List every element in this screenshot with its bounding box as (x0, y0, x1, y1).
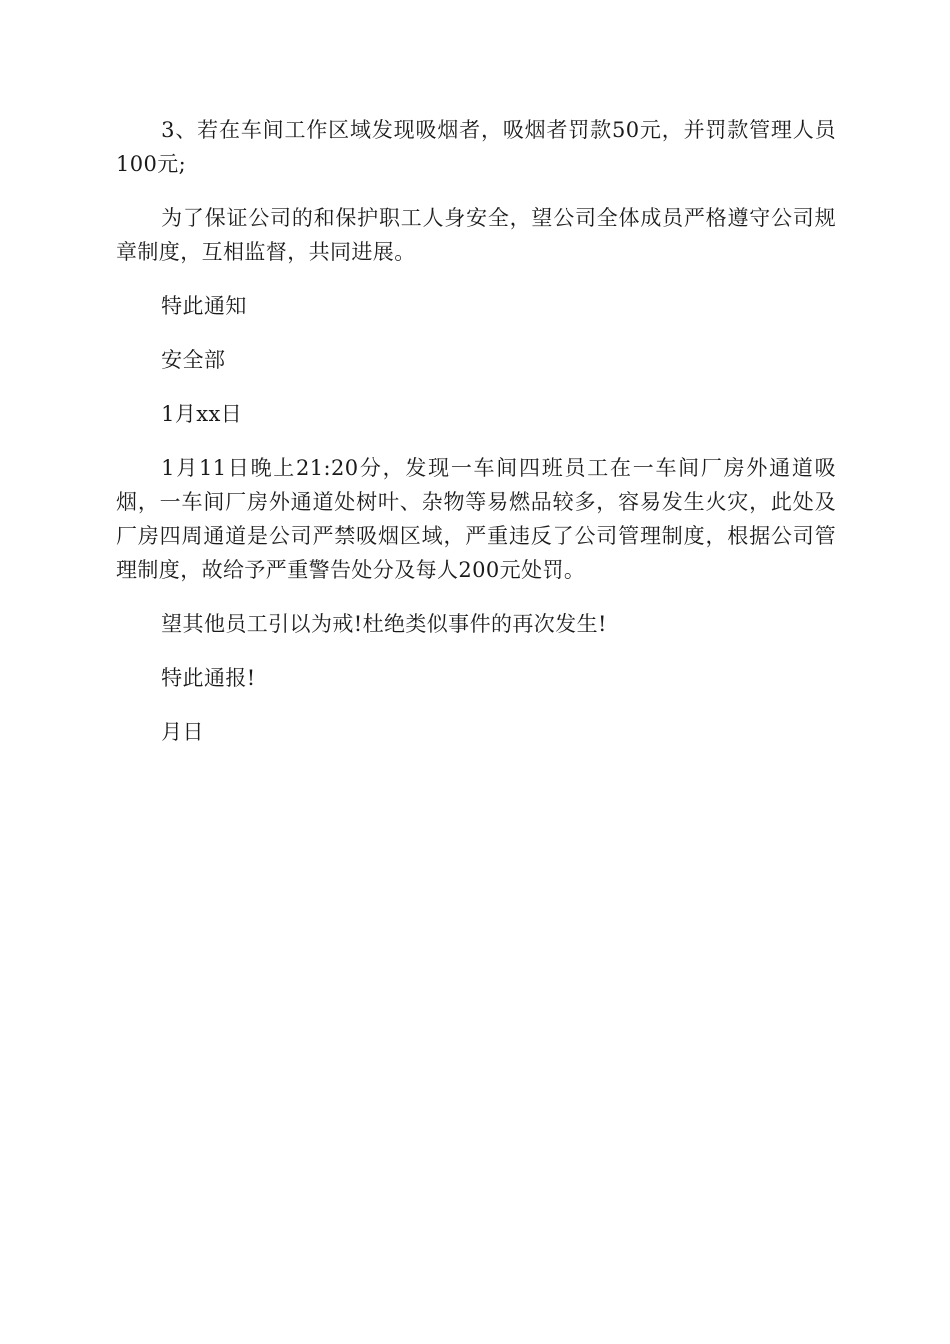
paragraph-notice-date: 1月xx日 (161, 402, 243, 426)
paragraph-report-date: 月日 (161, 720, 204, 744)
paragraph-incident-report: 1月11日晚上21:20分，发现一车间四班员工在一车间厂房外通道吸烟，一车间厂房外通道处树叶、杂物等易燃品较多，容易发生火灾，此处及厂房四周通道是公司严禁吸烟区域，严重违反了公司管理制度，根据公司管理制度，故给予严重警告处分及每人200元处罚。 (116, 456, 836, 582)
paragraph-notice-closing: 特此通知 (161, 294, 247, 318)
paragraph-department-signature: 安全部 (161, 348, 226, 372)
document-body (116, 113, 836, 769)
paragraph-warning-others: 望其他员工引以为戒!杜绝类似事件的再次发生! (161, 612, 607, 636)
paragraph-smoking-fine-rule: 3、若在车间工作区域发现吸烟者，吸烟者罚款50元，并罚款管理人员100元; (116, 118, 836, 176)
paragraph-safety-appeal: 为了保证公司的和保护职工人身安全，望公司全体成员严格遵守公司规章制度，互相监督，共同进展。 (116, 206, 836, 264)
paragraph-report-closing: 特此通报! (161, 666, 256, 690)
